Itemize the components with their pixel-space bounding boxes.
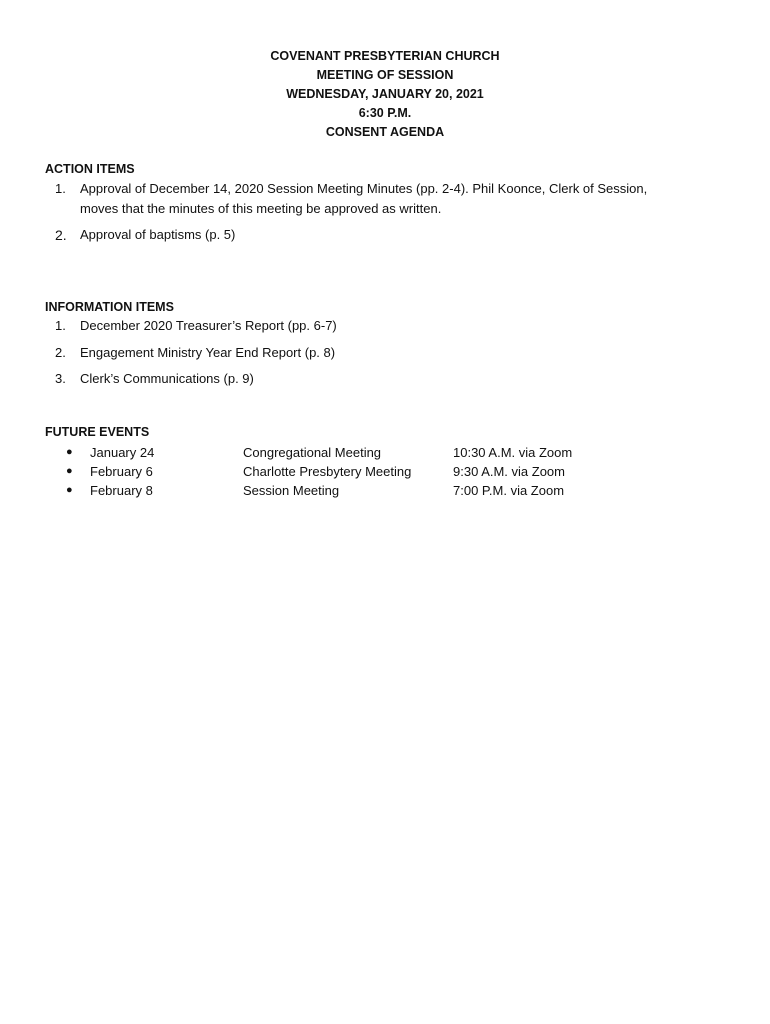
information-item-number: 2. — [55, 345, 66, 360]
information-item-text: December 2020 Treasurer’s Report (pp. 6-7) — [80, 318, 337, 333]
information-item — [55, 369, 655, 389]
information-items-heading: INFORMATION ITEMS — [45, 300, 174, 314]
bullet-icon: ● — [66, 446, 73, 458]
information-item — [55, 343, 655, 363]
meeting-date: WEDNESDAY, JANUARY 20, 2021 — [286, 87, 484, 101]
event-row — [60, 462, 620, 481]
information-item-number: 3. — [55, 371, 66, 386]
meeting-time: 6:30 P.M. — [358, 106, 412, 120]
bullet-icon: ● — [66, 484, 73, 496]
information-item-number: 1. — [55, 318, 66, 333]
information-item — [55, 316, 655, 336]
document-header — [0, 47, 770, 142]
event-time: 9:30 A.M. via Zoom — [453, 464, 565, 479]
event-date: February 6 — [90, 464, 153, 479]
action-item — [55, 179, 655, 221]
information-item-text: Clerk’s Communications (p. 9) — [80, 371, 254, 386]
event-date: January 24 — [90, 445, 155, 460]
action-item-text: Approval of December 14, 2020 Session Meeting Minutes (pp. 2-4). Phil Koonce, Clerk of Session, moves that the minutes of this meeting be approved as written. — [80, 181, 648, 216]
action-item-number: 1. — [55, 181, 66, 196]
event-time: 7:00 P.M. via Zoom — [453, 483, 565, 498]
church-name: COVENANT PRESBYTERIAN CHURCH — [270, 49, 500, 63]
action-item — [55, 225, 655, 245]
information-item-text: Engagement Ministry Year End Report (p. 8) — [80, 345, 336, 360]
agenda-type: CONSENT AGENDA — [325, 125, 445, 139]
action-item-text: Approval of baptisms (p. 5) — [80, 227, 236, 242]
action-items-heading: ACTION ITEMS — [45, 162, 135, 176]
event-name: Charlotte Presbytery Meeting — [243, 464, 412, 479]
event-row — [60, 481, 620, 500]
event-time: 10:30 A.M. via Zoom — [453, 445, 573, 460]
meeting-title: MEETING OF SESSION — [316, 68, 454, 82]
event-name: Congregational Meeting — [243, 445, 382, 460]
action-item-number: 2. — [55, 227, 67, 243]
event-date: February 8 — [90, 483, 153, 498]
future-events-heading: FUTURE EVENTS — [45, 425, 150, 439]
bullet-icon: ● — [66, 465, 73, 477]
event-name: Session Meeting — [243, 483, 340, 498]
event-row — [60, 443, 620, 462]
